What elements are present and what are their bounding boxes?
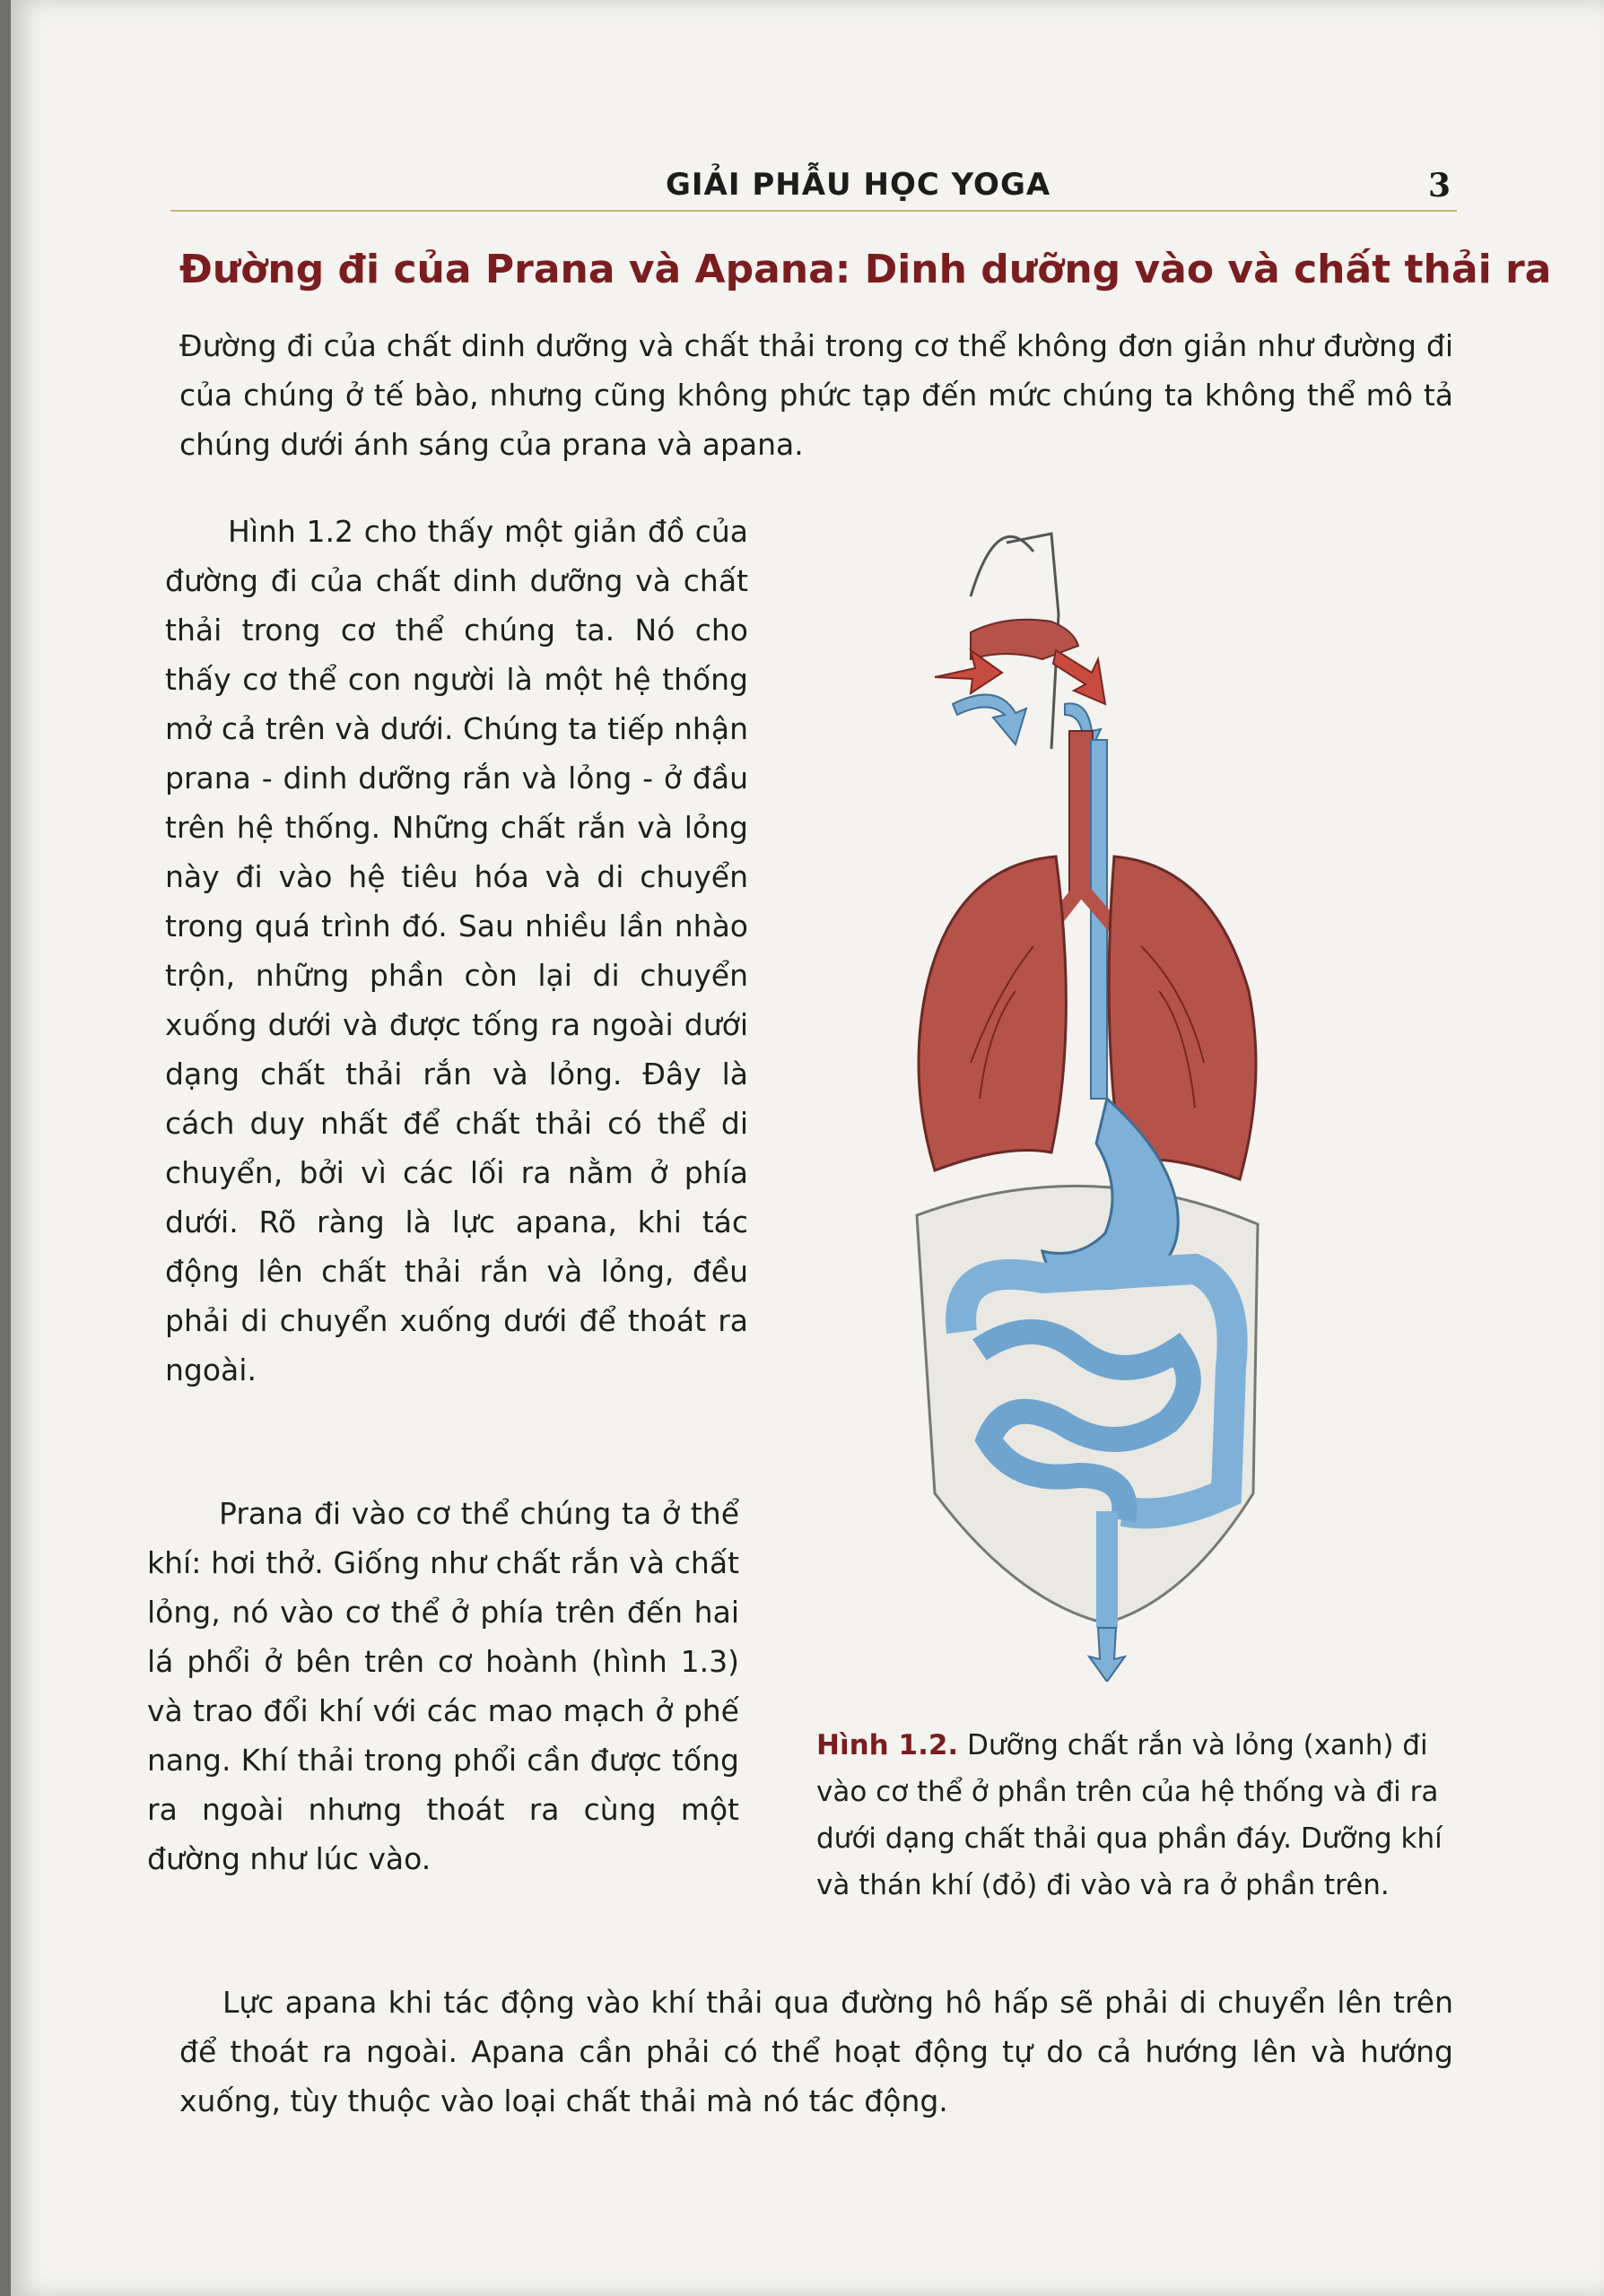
food-arrow-in (953, 695, 1026, 744)
waste-arrow (1089, 1628, 1125, 1682)
book-page (11, 0, 1604, 2296)
section-title: Đường đi của Prana và Apana: Dinh dưỡng vào và chất thải ra (179, 247, 1552, 292)
caption-label: Hình 1.2. (816, 1729, 959, 1761)
anatomy-figure (899, 525, 1303, 1682)
trachea (1069, 731, 1093, 892)
air-arrow-in (935, 650, 1002, 693)
closing-paragraph: Lực apana khi tác động vào khí thải qua đường hô hấp sẽ phải di chuyển lên trên để thoát ra ngoài. Apana cần phải có thể hoạt động tự do cả hướng lên và hướng xuống, tùy thuộc vào loại chất thải mà nó tác động. (179, 1985, 1453, 2118)
figure-caption (816, 1722, 1444, 1909)
head-outline (971, 536, 1033, 596)
running-title: GIẢI PHẪU HỌC YOGA (666, 167, 1051, 203)
column-paragraph-2: Prana đi vào cơ thể chúng ta ở thể khí: hơi thở. Giống như chất rắn và chất lỏng, nó vào cơ thể ở phía trên đến hai lá phổi ở bên trên cơ hoành (hình 1.3) và trao đổi khí với các mao mạch ở phế nang. Khí thải trong phổi cần được tống ra ngoài nhưng thoát ra cùng một đường như lúc vào. (147, 1496, 739, 1876)
air-arrow-out (1053, 650, 1105, 704)
caption-text: Dưỡng chất rắn và lỏng (xanh) đi vào cơ thể ở phần trên của hệ thống và đi ra dưới dạng chất thải qua phần đáy. Dưỡng khí và thán khí (đỏ) đi vào và ra ở phần trên. (816, 1729, 1443, 1901)
page-number: 3 (1428, 167, 1451, 204)
header-rule (170, 210, 1457, 212)
column-paragraph-1: Hình 1.2 cho thấy một giản đồ của đường đi của chất dinh dưỡng và chất thải trong cơ thể chúng ta. Nó cho thấy cơ thể con người là một hệ thống mở cả trên và dưới. Chúng ta tiếp nhận prana - dinh dưỡng rắn và lỏng - ở đầu trên hệ thống. Những chất rắn và lỏng này đi vào hệ tiêu hóa và di chuyển trong quá trình đó. Sau nhiều lần nhào trộn, những phần còn lại di chuyển xuống dưới và được tống ra ngoài dưới dạng chất thải rắn và lỏng. Đây là cách duy nhất để chất thải có thể di chuyển, bởi vì các lối ra nằm ở phía dưới. Rõ ràng là lực apana, khi tác động lên chất thải rắn và lỏng, đều phải di chuyển xuống dưới để thoát ra ngoài. (165, 514, 748, 1387)
intro-paragraph: Đường đi của chất dinh dưỡng và chất thải trong cơ thể không đơn giản như đường đi của chúng ở tế bào, nhưng cũng không phức tạp đến mức chúng ta không thể mô tả chúng dưới ánh sáng của prana và apana. (179, 328, 1453, 462)
